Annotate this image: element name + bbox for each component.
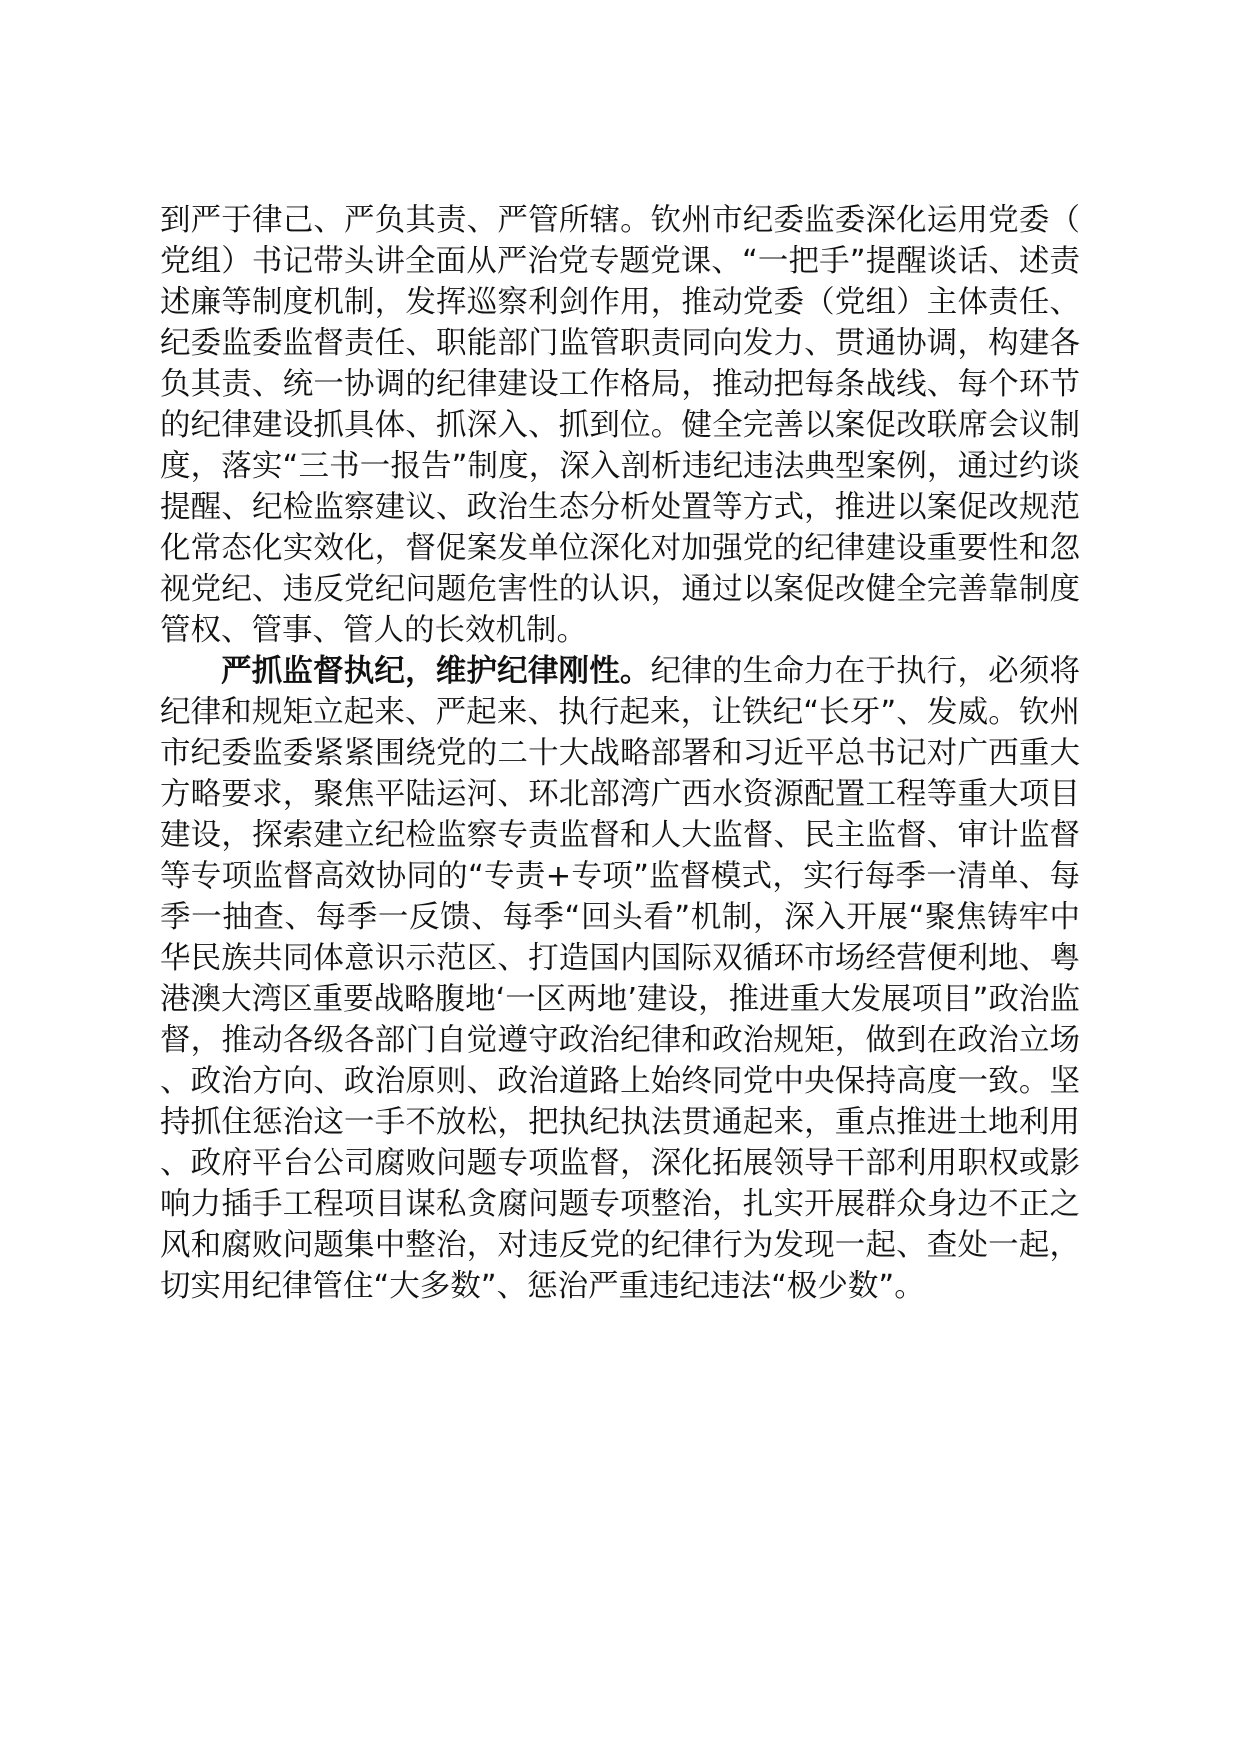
paragraph-supervision bbox=[160, 651, 1080, 1307]
paragraph-continued bbox=[160, 200, 1080, 651]
paragraph-text: 纪律的生命力在于执行，必须将纪律和规矩立起来、严起来、执行起来，让铁纪“长牙”、发威。钦州市纪委监委紧紧围绕党的二十大战略部署和习近平总书记对广西重大方略要求，聚焦平陆运河、环北部湾广西水资源配置工程等重大项目建设，探索建立纪检监察专责监督和人大监督、民主监督、审计监督等专项监督高效协同的“专责+专项”监督模式，实行每季一清单、每季一抽查、每季一反馈、每季“回头看”机制，深入开展“聚焦铸牢中华民族共同体意识示范区、打造国内国际双循环市场经营便利地、粤港澳大湾区重要战略腹地‘一区两地’建设，推进重大发展项目”政治监督，推动各级各部门自觉遵守政治纪律和政治规矩，做到在政治立场、政治方向、政治原则、政治道路上始终同党中央保持高度一致。坚持抓住惩治这一手不放松，把执纪执法贯通起来，重点推进土地利用、政府平台公司腐败问题专项监督，深化拓展领导干部利用职权或影响力插手工程项目谋私贪腐问题专项整治，扎实开展群众身边不正之风和腐败问题集中整治，对违反党的纪律行为发现一起、查处一起，切实用纪律管住“大多数”、惩治严重违纪违法“极少数”。 bbox=[160, 654, 1081, 1304]
document-body bbox=[160, 200, 1080, 1307]
paragraph-text: 到严于律己、严负其责、严管所辖。钦州市纪委监委深化运用党委（党组）书记带头讲全面从严治党专题党课、“一把手”提醒谈话、述责述廉等制度机制，发挥巡察利剑作用，推动党委（党组）主体责任、纪委监委监督责任、职能部门监管职责同向发力、贯通协调，构建各负其责、统一协调的纪律建设工作格局，推动把每条战线、每个环节的纪律建设抓具体、抓深入、抓到位。健全完善以案促改联席会议制度，落实“三书一报告”制度，深入剖析违纪违法典型案例，通过约谈提醒、纪检监察建议、政治生态分析处置等方式，推进以案促改规范化常态化实效化，督促案发单位深化对加强党的纪律建设重要性和忽视党纪、违反党纪问题危害性的认识，通过以案促改健全完善靠制度管权、管事、管人的长效机制。 bbox=[160, 203, 1080, 648]
paragraph-lead-heading: 严抓监督执纪，维护纪律刚性。 bbox=[221, 654, 651, 689]
